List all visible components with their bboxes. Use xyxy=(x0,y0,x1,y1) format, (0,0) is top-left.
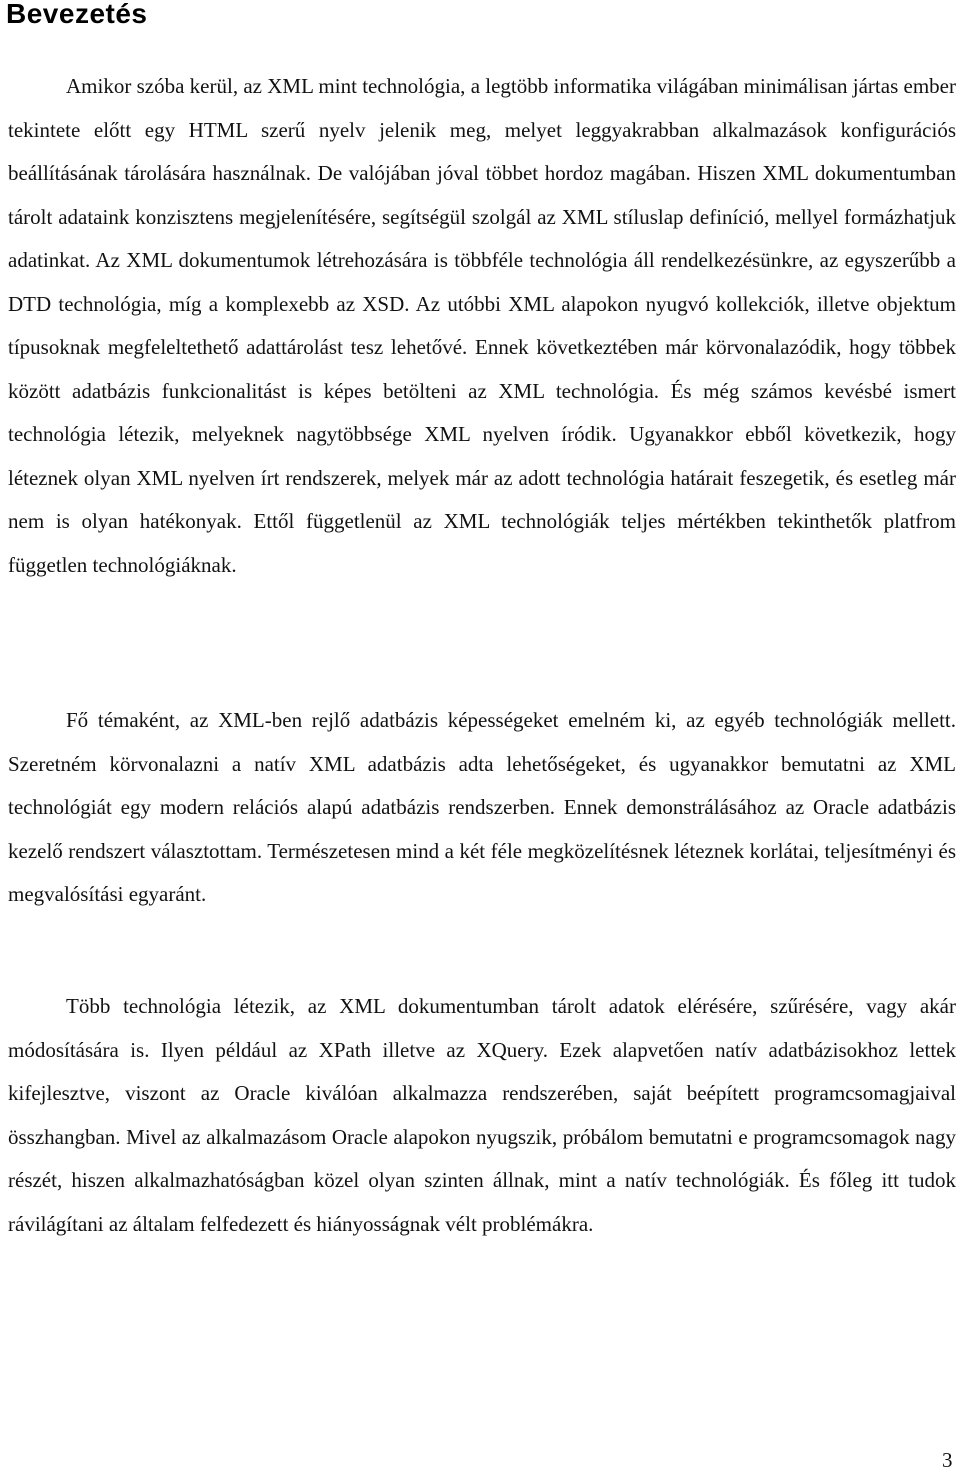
paragraph-main-topic: Fő témaként, az XML-ben rejlő adatbázis képességeket emelném ki, az egyéb technológiák mellett. Szeretném körvonalazni a natív XML adatbázis adta lehetőségeket, és ugyanakkor bemutatni az XML technológiát egy modern relációs alapú adatbázis rendszerben. Ennek demonstrálásához az Oracle adatbázis kezelő rendszert választottam. Természetesen mind a két féle megközelítésnek léteznek korlátai, teljesítményi és megvalósítási egyaránt. xyxy=(8,708,956,906)
page-number: 3 xyxy=(942,1448,953,1472)
section-heading: Bevezetés xyxy=(6,0,148,29)
paragraph-technologies: Több technológia létezik, az XML dokumentumban tárolt adatok elérésére, szűrésére, vagy akár módosítására is. Ilyen például az XPath illetve az XQuery. Ezek alapvetően natív adatbázisokhoz lettek kifejlesztve, viszont az Oracle kiválóan alkalmazza rendszerében, saját beépített programcsomagjaival összhangban. Mivel az alkalmazásom Oracle alapokon nyugszik, próbálom bemutatni e programcsomagok nagy részét, hiszen alkalmazhatóságban közel olyan szinten állnak, mint a natív technológiák. És főleg itt tudok rávilágítani az általam felfedezett és hiányosságnak vélt problémákra. xyxy=(8,994,956,1236)
paragraph-intro: Amikor szóba kerül, az XML mint technológia, a legtöbb informatika világában minimálisan jártas ember tekintete előtt egy HTML szerű nyelv jelenik meg, melyet leggyakrabban alkalmazások konfigurációs beállításának tárolására használnak. De valójában jóval többet hordoz magában. Hiszen XML dokumentumban tárolt adataink konzisztens megjelenítésére, segítségül szolgál az XML stíluslap definíció, mellyel formázhatjuk adatinkat. Az XML dokumentumok létrehozására is többféle technológia áll rendelkezésünkre, az egyszerűbb a DTD technológia, míg a komplexebb az XSD. Az utóbbi XML alapokon nyugvó kollekciók, illetve objektum típusoknak megfeleltethető adattárolást tesz lehetővé. Ennek következtében már körvonalazódik, hogy többek között adatbázis funkcionalitást is képes betölteni az XML technológia. És még számos kevésbé ismert technológia létezik, melyeknek nagytöbbsége XML nyelven íródik. Ugyanakkor ebből következik, hogy léteznek olyan XML nyelven írt rendszerek, melyek már az adott technológia határait feszegetik, és esetleg már nem is olyan hatékonyak. Ettől függetlenül az XML technológiák teljes mértékben tekinthetők platfrom független technológiáknak. xyxy=(8,74,956,577)
